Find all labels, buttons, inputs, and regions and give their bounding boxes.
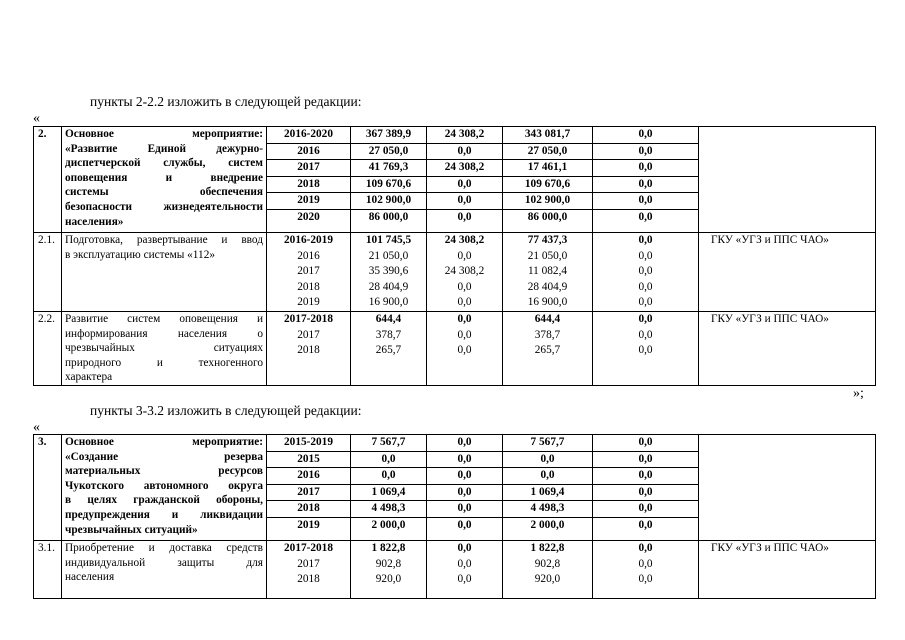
activity-name-line: безопасности жизнедеятельности [65, 200, 263, 213]
value-cell: 7 567,7 [503, 435, 592, 452]
value-cell: 0,0 [351, 468, 426, 485]
value-cell: 2019 [267, 193, 350, 210]
value-cell: 0,0 [593, 144, 698, 161]
value-cell: 0,0 [593, 501, 698, 518]
value-cell: 2017-2018 [284, 542, 333, 554]
value-cell: 16 900,0 [368, 296, 409, 309]
column-years [267, 435, 351, 541]
value-cell: 2017 [297, 328, 320, 341]
value-cell: 2018 [297, 573, 320, 586]
value-cell: 0,0 [457, 210, 472, 223]
row-number: 3.1. [34, 541, 62, 599]
value-cell: 0,0 [593, 127, 698, 144]
activity-name-line: населения» [65, 215, 124, 228]
activity-name-line: системы обеспечения [65, 186, 263, 199]
value-cell: 86 000,0 [527, 210, 568, 223]
value-cell: 21 050,0 [368, 249, 409, 262]
value-cell: 0,0 [638, 234, 653, 246]
value-cell: 0,0 [457, 542, 472, 554]
value-cell: 0,0 [593, 177, 698, 194]
value-cell: 0,0 [457, 313, 472, 325]
value-cell: 920,0 [375, 573, 402, 586]
value-cell: 0,0 [427, 193, 502, 210]
column-c1 [351, 312, 427, 386]
column-c2 [427, 233, 503, 312]
section2-table [33, 434, 876, 599]
column-years [267, 127, 351, 233]
column-c1 [351, 541, 427, 599]
activity-name-line: Основное мероприятие: [65, 436, 263, 448]
activity-name [62, 541, 267, 599]
value-cell: 2 000,0 [530, 518, 565, 531]
value-cell: 343 081,7 [503, 127, 592, 144]
activity-name-line: предупреждения и ликвидации [65, 508, 263, 521]
column-c3 [503, 312, 593, 386]
value-cell: 27 050,0 [351, 144, 426, 161]
column-years [267, 233, 351, 312]
activity-name-line: оповещения и внедрение [65, 171, 263, 184]
activity-name-line: «Развитие Единой дежурно- [65, 142, 263, 155]
row-number: 2.1. [34, 233, 62, 312]
column-c3 [503, 435, 593, 541]
value-cell: 0,0 [351, 452, 426, 469]
value-cell: 1 822,8 [371, 542, 406, 554]
activity-name-line: чрезвычайных ситуаций» [65, 523, 198, 536]
value-cell: 2017 [267, 160, 350, 177]
value-cell: 7 567,7 [351, 435, 426, 452]
value-cell: 24 308,2 [427, 160, 502, 177]
executor: ГКУ «УГЗ и ППС ЧАО» [699, 541, 876, 599]
value-cell: 0,0 [457, 280, 472, 293]
value-cell: 0,0 [638, 328, 653, 341]
section1-table [33, 126, 876, 386]
value-cell: 644,4 [375, 313, 402, 325]
value-cell: 109 670,6 [503, 177, 592, 194]
value-cell: 2017 [267, 485, 350, 502]
value-cell: 35 390,6 [368, 265, 409, 278]
value-cell: 902,8 [534, 557, 561, 570]
value-cell: 28 404,9 [368, 280, 409, 293]
value-cell: 0,0 [593, 452, 698, 469]
value-cell: 265,7 [375, 344, 402, 357]
value-cell: 102 900,0 [351, 193, 426, 210]
value-cell: 0,0 [427, 485, 502, 502]
activity-name-line: информирования населения о [65, 327, 263, 340]
value-cell: 0,0 [503, 468, 592, 485]
value-cell: 0,0 [638, 573, 653, 586]
section1-close-quote: »; [853, 386, 864, 401]
column-c3 [503, 127, 593, 233]
table-row [34, 312, 876, 386]
value-cell: 16 900,0 [527, 296, 568, 309]
value-cell: 41 769,3 [351, 160, 426, 177]
activity-name [62, 435, 267, 541]
activity-name-line: Основное мероприятие: [65, 128, 263, 140]
value-cell: 2 000,0 [371, 518, 406, 531]
column-c2 [427, 435, 503, 541]
value-cell: 17 461,1 [503, 160, 592, 177]
value-cell: 1 069,4 [351, 485, 426, 502]
value-cell: 2016-2019 [284, 234, 333, 246]
value-cell: 378,7 [375, 328, 402, 341]
value-cell: 0,0 [593, 468, 698, 485]
table-row [34, 541, 876, 599]
value-cell: 4 498,3 [351, 501, 426, 518]
activity-name [62, 233, 267, 312]
value-cell: 2017-2018 [284, 313, 333, 325]
value-cell: 2018 [267, 501, 350, 518]
value-cell: 2016 [267, 144, 350, 161]
value-cell: 2018 [267, 177, 350, 194]
value-cell: 2015 [267, 452, 350, 469]
row-number: 2.2. [34, 312, 62, 386]
value-cell: 0,0 [638, 265, 653, 278]
value-cell: 2017 [297, 265, 320, 278]
value-cell: 0,0 [638, 210, 653, 223]
column-c1 [351, 127, 427, 233]
executor [699, 435, 876, 541]
value-cell: 4 498,3 [503, 501, 592, 518]
section2-open-quote: « [33, 420, 40, 435]
value-cell: 0,0 [593, 435, 698, 452]
value-cell: 27 050,0 [503, 144, 592, 161]
value-cell: 920,0 [534, 573, 561, 586]
column-c4 [593, 233, 699, 312]
column-c2 [427, 127, 503, 233]
column-c2 [427, 312, 503, 386]
value-cell: 0,0 [457, 573, 472, 586]
executor: ГКУ «УГЗ и ППС ЧАО» [699, 233, 876, 312]
column-c4 [593, 312, 699, 386]
value-cell: 644,4 [534, 313, 561, 325]
value-cell: 265,7 [534, 344, 561, 357]
value-cell: 0,0 [638, 249, 653, 262]
value-cell: 0,0 [593, 160, 698, 177]
value-cell: 0,0 [457, 296, 472, 309]
activity-name-line: Чукотского автономного округа [65, 479, 263, 492]
activity-name-line: индивидуальной защиты для [65, 556, 263, 569]
activity-name-line: природного и техногенного [65, 356, 263, 369]
value-cell: 0,0 [593, 193, 698, 210]
value-cell: 2016 [297, 249, 320, 262]
value-cell: 0,0 [427, 501, 502, 518]
column-years [267, 541, 351, 599]
value-cell: 24 308,2 [444, 234, 485, 246]
executor [699, 127, 876, 233]
value-cell: 0,0 [457, 328, 472, 341]
activity-name-line: населения [65, 571, 115, 584]
value-cell: 2016-2020 [267, 127, 350, 144]
value-cell: 2019 [297, 518, 320, 531]
value-cell: 0,0 [457, 518, 472, 531]
value-cell: 0,0 [457, 557, 472, 570]
section1-open-quote: « [33, 111, 40, 126]
activity-name-line: диспетчерской службы, систем [65, 157, 263, 170]
value-cell: 102 900,0 [503, 193, 592, 210]
value-cell: 0,0 [638, 344, 653, 357]
activity-name-line: материальных ресурсов [65, 465, 263, 478]
activity-name-line: Приобретение и доставка средств [65, 542, 263, 554]
row-number: 3. [34, 435, 62, 541]
table-row [34, 127, 876, 233]
value-cell: 1 069,4 [503, 485, 592, 502]
value-cell: 21 050,0 [527, 249, 568, 262]
value-cell: 378,7 [534, 328, 561, 341]
value-cell: 2020 [297, 210, 320, 223]
value-cell: 28 404,9 [527, 280, 568, 293]
value-cell: 902,8 [375, 557, 402, 570]
value-cell: 0,0 [638, 296, 653, 309]
column-years [267, 312, 351, 386]
column-c4 [593, 435, 699, 541]
value-cell: 101 745,5 [365, 234, 412, 246]
value-cell: 0,0 [638, 313, 653, 325]
activity-name [62, 127, 267, 233]
value-cell: 86 000,0 [368, 210, 409, 223]
activity-name-line: чрезвычайных ситуациях [65, 342, 263, 355]
value-cell: 0,0 [427, 177, 502, 194]
column-c3 [503, 233, 593, 312]
value-cell: 77 437,3 [527, 234, 568, 246]
value-cell: 367 389,9 [351, 127, 426, 144]
value-cell: 0,0 [427, 144, 502, 161]
section1-intro: пункты 2-2.2 изложить в следующей редакции: [90, 94, 362, 109]
value-cell: 2019 [297, 296, 320, 309]
value-cell: 0,0 [638, 518, 653, 531]
activity-name-line: Развитие систем оповещения и [65, 313, 263, 325]
section2-intro: пункты 3-3.2 изложить в следующей редакции: [90, 403, 362, 418]
row-number: 2. [34, 127, 62, 233]
activity-name-line: в эксплуатацию системы «112» [65, 248, 215, 261]
column-c1 [351, 435, 427, 541]
table-row [34, 233, 876, 312]
value-cell: 0,0 [457, 344, 472, 357]
activity-name [62, 312, 267, 386]
value-cell: 0,0 [503, 452, 592, 469]
activity-name-line: «Создание резерва [65, 450, 263, 463]
value-cell: 2015-2019 [267, 435, 350, 452]
value-cell: 2018 [297, 344, 320, 357]
value-cell: 0,0 [457, 249, 472, 262]
value-cell: 2018 [297, 280, 320, 293]
activity-name-line: характера [65, 371, 113, 384]
value-cell: 0,0 [427, 468, 502, 485]
column-c4 [593, 127, 699, 233]
column-c4 [593, 541, 699, 599]
value-cell: 2016 [267, 468, 350, 485]
executor: ГКУ «УГЗ и ППС ЧАО» [699, 312, 876, 386]
value-cell: 11 082,4 [527, 265, 568, 278]
activity-name-line: Подготовка, развертывание и ввод [65, 234, 263, 246]
table-row [34, 435, 876, 541]
value-cell: 0,0 [638, 280, 653, 293]
value-cell: 0,0 [638, 557, 653, 570]
value-cell: 2017 [297, 557, 320, 570]
value-cell: 0,0 [427, 452, 502, 469]
value-cell: 0,0 [427, 435, 502, 452]
column-c3 [503, 541, 593, 599]
value-cell: 0,0 [593, 485, 698, 502]
activity-name-line: в целях гражданской обороны, [65, 494, 263, 507]
column-c1 [351, 233, 427, 312]
value-cell: 24 308,2 [427, 127, 502, 144]
value-cell: 1 822,8 [530, 542, 565, 554]
value-cell: 24 308,2 [444, 265, 485, 278]
column-c2 [427, 541, 503, 599]
value-cell: 0,0 [638, 542, 653, 554]
value-cell: 109 670,6 [351, 177, 426, 194]
